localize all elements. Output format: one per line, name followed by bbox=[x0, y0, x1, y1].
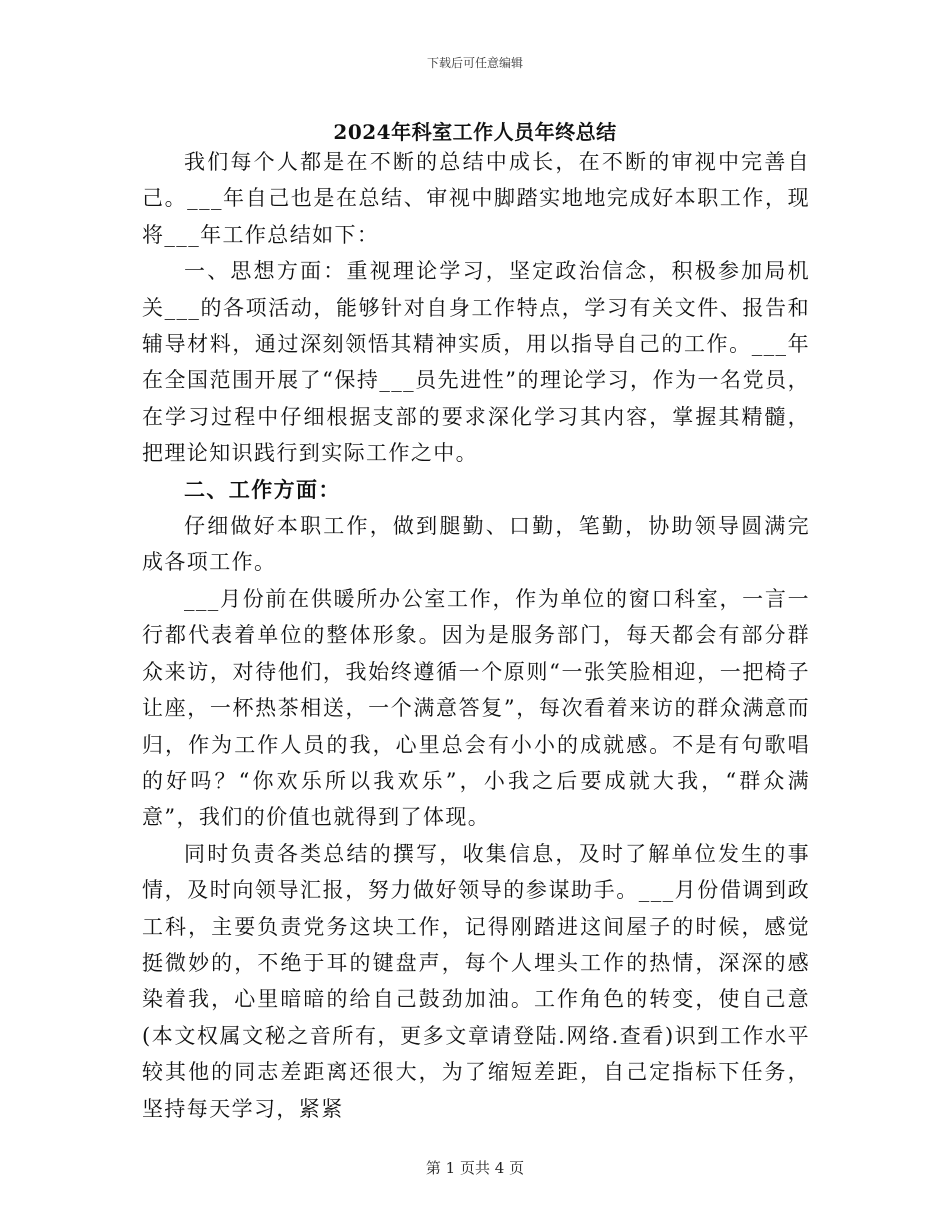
section-heading-work: 二、工作方面： bbox=[184, 476, 341, 502]
paragraph-intro: 我们每个人都是在不断的总结中成长，在不断的审视中完善自己。___年自己也是在总结、审视中脚踏实地地完成好本职工作，现将___年工作总结如下： bbox=[142, 150, 810, 247]
header-note: 下载后可任意编辑 bbox=[426, 56, 523, 70]
paragraph-political-dept: 同时负责各类总结的撰写，收集信息，及时了解单位发生的事情，及时向领导汇报，努力做好领导的参谋助手。___月份借调到政工科，主要负责党务这块工作，记得刚踏进这间屋子的时候，感觉挺微妙的，不绝于耳的键盘声，每个人埋头工作的热情，深深的感染着我，心里暗暗的给自己鼓劲加油。工作角色的转变，使自己意(本文权属文秘之音所有，更多文章请登陆.网络.查看)识到工作水平较其他的同志差距离还很大，为了缩短差距，自己定指标下任务，坚持每天学习，紧紧 bbox=[142, 841, 810, 1121]
paragraph-ideology: 一、思想方面：重视理论学习，坚定政治信念，积极参加局机关___的各项活动，能够针对自身工作特点，学习有关文件、报告和辅导材料，通过深刻领悟其精神实质，用以指导自己的工作。___年在全国范围开展了“保持___员先进性”的理论学习，作为一名党员，在学习过程中仔细根据支部的要求深化学习其内容，掌握其精髓，把理论知识践行到实际工作之中。 bbox=[142, 259, 810, 466]
page-number-footer: 第 1 页共 4 页 bbox=[425, 1159, 525, 1177]
document-title: 2024年科室工作人员年终总结 bbox=[333, 120, 617, 144]
document-body bbox=[142, 144, 810, 1127]
paragraph-duties: 仔细做好本职工作，做到腿勤、口勤，笔勤，协助领导圆满完成各项工作。 bbox=[142, 514, 810, 575]
paragraph-heating-office: ___月份前在供暖所办公室工作，作为单位的窗口科室，一言一行都代表着单位的整体形象。因为是服务部门，每天都会有部分群众来访，对待他们，我始终遵循一个原则“一张笑脸相迎，一把椅子让座，一杯热茶相送，一个满意答复”，每次看着来访的群众满意而归，作为工作人员的我，心里总会有小小的成就感。不是有句歌唱的好吗？“你欢乐所以我欢乐”，小我之后要成就大我，“群众满意”，我们的价值也就得到了体现。 bbox=[142, 586, 810, 830]
